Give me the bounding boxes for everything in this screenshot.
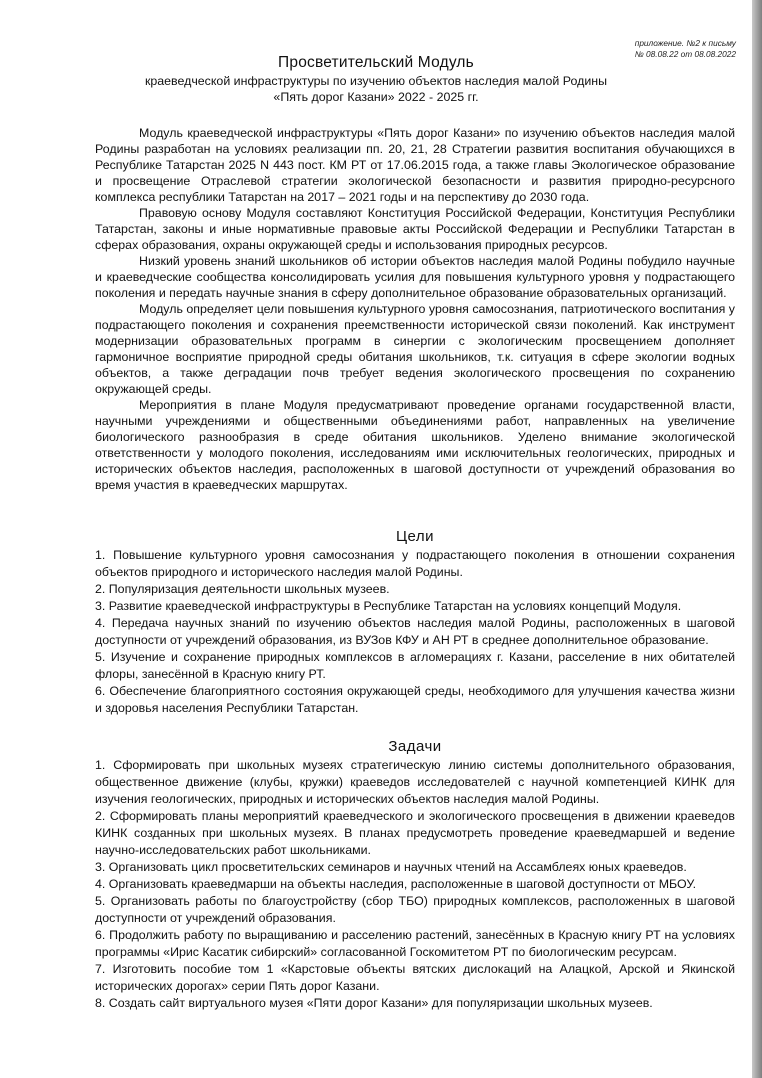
paragraph: Мероприятия в плане Модуля предусматривают проведение органами государственной власти, научными учреждениями и общественными объединениями работ, направленных на увеличение биологического разнообразия в среде обитания школьников. Уделено внимание экологической ответственности у молодого поколения, исследованиям ими исключительных геологических, природных и исторических объектов наследия, расположенных в шаговой доступности от учреждений образования во время участия в краеведческих маршрутах. bbox=[95, 398, 735, 492]
subtitle-line-1: краеведческой инфраструктуры по изучению объектов наследия малой Родины bbox=[144, 74, 608, 88]
tasks-section bbox=[95, 738, 735, 1012]
task-item: 5. Организовать работы по благоустройству (сбор ТБО) природных комплексов, расположенных в шаговой доступности от учреждений образования. bbox=[95, 894, 735, 925]
paragraph: Модуль определяет цели повышения культурного уровня самосознания, патриотического воспитания у подрастающего поколения и сохранения преемственности исторической связи поколений. Как инструмент модернизации образовательных программ в синергии с экологическим просвещением дополняет гармоничное восприятие природной среды обитания школьников, т.к. ситуация в сфере экологии водных объектов, а также деградации почв требует ведения экологического просвещения по сохранению окружающей среды. bbox=[95, 302, 735, 396]
document-subtitle bbox=[0, 73, 752, 105]
task-item: 7. Изготовить пособие том 1 «Карстовые объекты вятских дислокаций на Алацкой, Арской и Якинской исторических дорогах» серии Пять дорог Казани. bbox=[95, 962, 735, 993]
task-item: 4. Организовать краеведмарши на объекты наследия, расположенные в шаговой доступности от МБОУ. bbox=[95, 877, 697, 891]
paragraph: Правовую основу Модуля составляют Конституция Российской Федерации, Конституция Республики Татарстан, законы и иные нормативные правовые акты Российской Федерации и Республики Татарстан в сферах образования, охраны окружающей среды и использования природных ресурсов. bbox=[95, 206, 735, 252]
paragraph: Низкий уровень знаний школьников об истории объектов наследия малой Родины побудило научные и краеведческие сообщества консолидировать усилия для повышения культурного уровня у подрастающего поколения и передать научные знания в сферу дополнительное образование образовательных организаций. bbox=[95, 254, 735, 300]
goal-item: 4. Передача научных знаний по изучению объектов наследия малой Родины, расположенных в шаговой доступности от учреждений образования, из ВУЗов КФУ и АН РТ в среднее дополнительное образование. bbox=[95, 616, 735, 647]
intro-body bbox=[95, 125, 735, 493]
goal-item: 3. Развитие краеведческой инфраструктуры в Республике Татарстан на условиях концепций Модуля. bbox=[95, 599, 682, 613]
attachment-note-line-2: № 08.08.22 от 08.08.2022 bbox=[634, 48, 736, 59]
paragraph: Модуль краеведческой инфраструктуры «Пять дорог Казани» по изучению объектов наследия малой Родины разработан на условиях реализации пп. 20, 21, 28 Стратегии развития воспитания обучающихся в Республике Татарстан 2025 N 443 пост. КМ РТ от 17.06.2015 года, а также главы Экологическое образование и просвещение Отраслевой стратегии экологической безопасности и развития природно-ресурсного комплекса республики Татарстан на 2017 – 2021 годы и на перспективу до 2030 года. bbox=[95, 126, 735, 204]
task-item: 8. Создать сайт виртуального музея «Пяти дорог Казани» для популяризации школьных музеев. bbox=[95, 996, 653, 1010]
document-title: Просветительский Модуль bbox=[278, 54, 474, 71]
goal-item: 6. Обеспечение благоприятного состояния окружающей среды, необходимого для улучшения качества жизни и здоровья населения Республики Татарстан. bbox=[95, 684, 735, 715]
goals-section bbox=[95, 528, 735, 717]
goal-item: 1. Повышение культурного уровня самосознания у подрастающего поколения в отношении сохранения объектов природного и исторического наследия малой Родины. bbox=[95, 548, 735, 579]
goal-item: 5. Изучение и сохранение природных комплексов в агломерациях г. Казани, расселение в них обитателей флоры, занесённой в Красную книгу РТ. bbox=[95, 650, 735, 681]
task-item: 1. Сформировать при школьных музеях стратегическую линию системы дополнительного образования, общественное движение (клубы, кружки) краеведов исследователей с научной компетенцией КИНК для изучения геологических, природных и исторических объектов наследия малой Родины. bbox=[95, 758, 735, 806]
attachment-note-line-1: приложение. №2 к письму bbox=[634, 38, 736, 48]
subtitle-line-2: «Пять дорог Казани» 2022 - 2025 гг. bbox=[273, 90, 479, 104]
tasks-heading: Задачи bbox=[388, 738, 442, 755]
task-item: 3. Организовать цикл просветительских семинаров и научных чтений на Ассамблеях юных краеведов. bbox=[95, 860, 687, 874]
goal-item: 2. Популяризация деятельности школьных музеев. bbox=[95, 582, 390, 596]
task-item: 6. Продолжить работу по выращиванию и расселению растений, занесённых в Красную книгу РТ на условиях программы «Ирис Касатик сибирский» согласованной Госкомитетом РТ по биологическим ресурсам. bbox=[95, 928, 735, 959]
page-edge-shadow bbox=[752, 0, 762, 1078]
goals-heading: Цели bbox=[395, 528, 435, 545]
task-item: 2. Сформировать планы мероприятий краеведческого и экологического просвещения в движении краеведов КИНК созданных при школьных музеях. В планах предусмотреть проведение краеведмаршей и ведение научно-исследовательских работ школьниками. bbox=[95, 809, 735, 857]
